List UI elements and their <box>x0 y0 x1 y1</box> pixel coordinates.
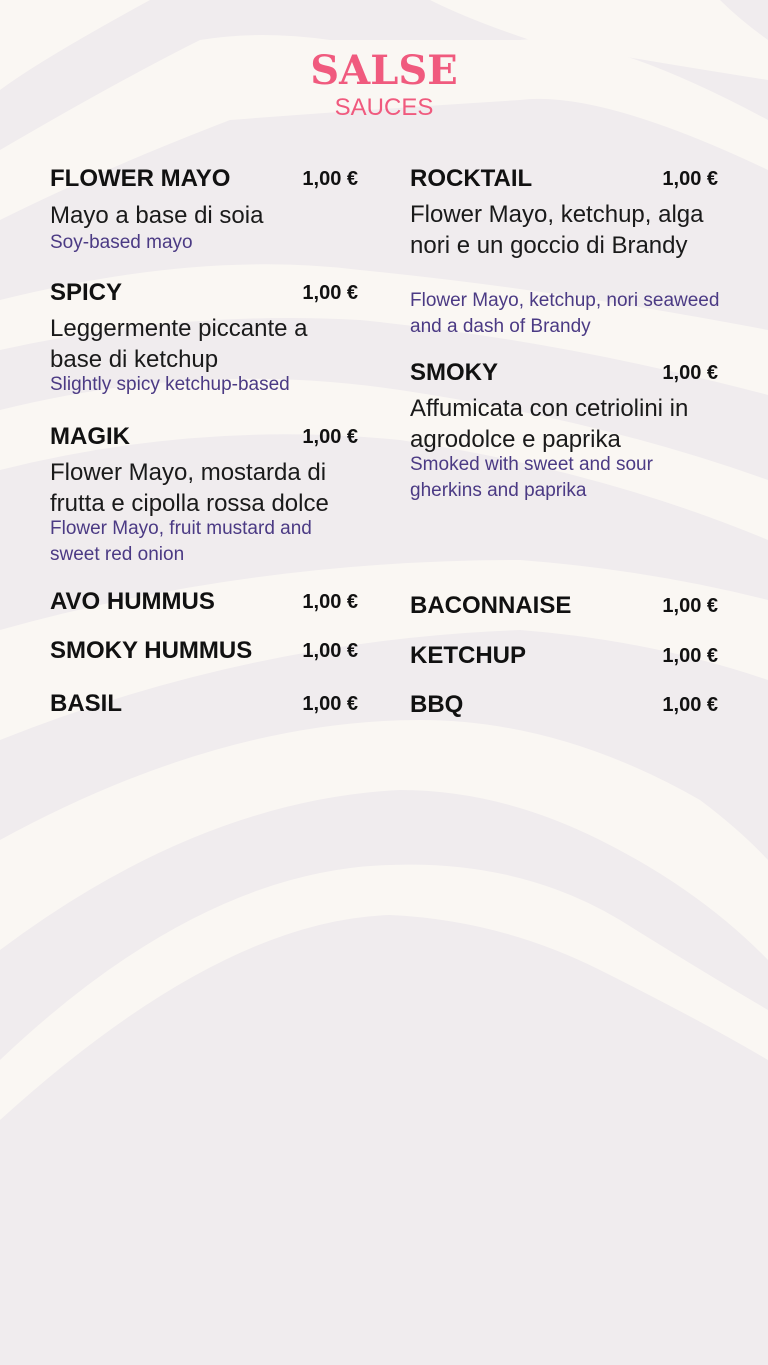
item-description: Flower Mayo, ketchup, alga nori e un goccio di Brandy <box>410 201 704 259</box>
item-price: 1,00 € <box>302 640 358 662</box>
item-name: SMOKY <box>410 359 499 386</box>
item-name: SMOKY HUMMUS <box>50 637 253 664</box>
item-price: 1,00 € <box>302 168 358 190</box>
item-description: Flower Mayo, mostarda di frutta e cipolla rossa dolce <box>50 459 329 517</box>
item-price: 1,00 € <box>302 591 358 613</box>
item-description-english: Flower Mayo, ketchup, nori seaweed and a dash of Brandy <box>410 290 720 337</box>
item-name: FLOWER MAYO <box>50 165 231 192</box>
menu-header <box>0 48 768 122</box>
item-price: 1,00 € <box>302 282 358 304</box>
item-price: 1,00 € <box>662 168 718 190</box>
item-description-english: Slightly spicy ketchup-based <box>50 374 290 395</box>
item-price: 1,00 € <box>662 595 718 617</box>
item-name: MAGIK <box>50 423 130 450</box>
item-price: 1,00 € <box>302 693 358 715</box>
item-description-english: Flower Mayo, fruit mustard and sweet red onion <box>50 518 312 565</box>
item-price: 1,00 € <box>662 362 718 384</box>
item-description: Affumicata con cetriolini in agrodolce e paprika <box>410 395 689 453</box>
item-description-english: Smoked with sweet and sour gherkins and paprika <box>410 454 653 501</box>
item-name: BACONNAISE <box>410 592 572 619</box>
item-name: BBQ <box>410 691 464 718</box>
item-price: 1,00 € <box>662 694 718 716</box>
item-description: Leggermente piccante a base di ketchup <box>50 315 308 373</box>
item-description: Mayo a base di soia <box>50 202 264 229</box>
item-name: ROCKTAIL <box>410 165 533 192</box>
item-price: 1,00 € <box>662 645 718 667</box>
page-subtitle: SAUCES <box>334 94 434 121</box>
item-name: BASIL <box>50 690 122 717</box>
item-price: 1,00 € <box>302 426 358 448</box>
item-name: KETCHUP <box>410 642 527 669</box>
stripe <box>0 720 768 960</box>
item-name: SPICY <box>50 279 123 306</box>
page-title: SALSE <box>310 47 458 94</box>
item-description-english: Soy-based mayo <box>50 232 193 253</box>
stripe <box>0 865 768 1120</box>
item-name: AVO HUMMUS <box>50 588 215 615</box>
